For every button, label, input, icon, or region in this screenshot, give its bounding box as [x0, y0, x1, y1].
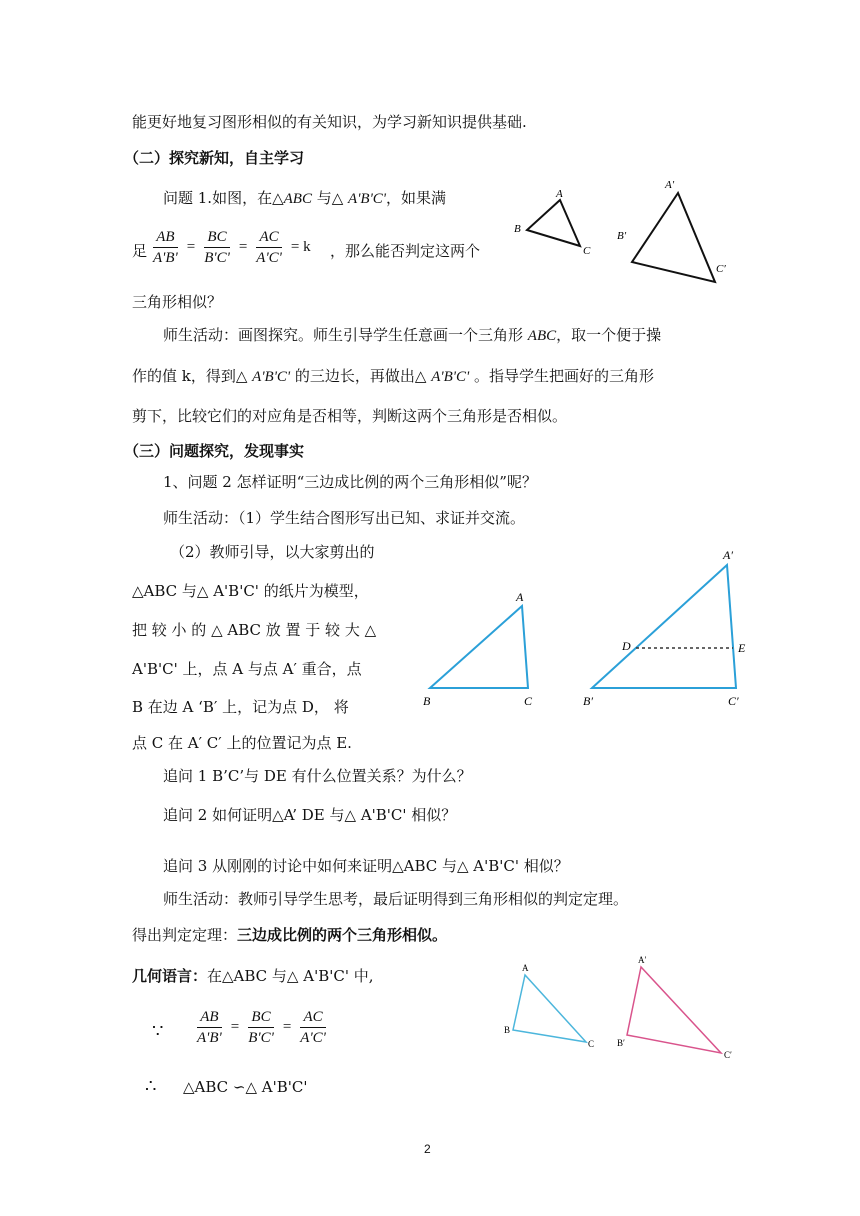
guide-line-2: △ABC 与△ A'B'C' 的纸片为模型， — [132, 582, 369, 600]
label-a-prime-pink: A′ — [638, 955, 647, 965]
label-a-prime: A′ — [665, 179, 675, 191]
geometry-language-line: 几何语言：在△ABC 与△ A'B'C' 中, — [132, 967, 374, 985]
section-heading-2: （二）探究新知，自主学习 — [124, 149, 305, 167]
intro-line: 能更好地复习图形相似的有关知识，为学习新知识提供基础. — [132, 113, 527, 131]
guide-line-5: B 在边 A ‘B′ 上，记为点 D， 将 — [132, 698, 349, 716]
problem-1-line: 问题 1.如图，在△ABC 与△ A'B'C'，如果满 — [163, 189, 447, 207]
activity-2b: 师生活动：教师引导学生思考，最后证明得到三角形相似的判定定理。 — [163, 890, 629, 908]
triangle-a2b2c2-pink — [627, 967, 721, 1053]
figure-triangles-black — [505, 178, 755, 278]
label-b-prime-pink: B′ — [617, 1038, 625, 1048]
activity-2a: 师生活动：（1）学生结合图形写出已知、求证并交流。 — [163, 509, 526, 527]
label-c-prime-blue: C′ — [728, 694, 739, 708]
label-b-blue: B — [423, 694, 431, 708]
because-symbol: ∵ — [152, 1021, 164, 1042]
activity-line-1: 师生活动：画图探究。师生引导学生任意画一个三角形 ABC，取一个便于操 — [163, 326, 662, 344]
triangle-abc-cyan — [513, 975, 586, 1042]
follow-up-1: 追问 1 B’C’与 DE 有什么位置关系？为什么？ — [163, 767, 472, 785]
ratio-equation-1: $\frac{AB}{A'B'}$ = $\frac{BC}{B'C'}$ = $\frac{AC}{A'C'}$ = k — [153, 229, 311, 266]
triangle-a2b2c2 — [632, 193, 715, 282]
label-a-prime-blue: A′ — [723, 548, 733, 562]
label-d: D — [622, 639, 631, 653]
label-b-prime: B′ — [617, 230, 627, 242]
label-e: E — [738, 641, 746, 655]
guide-line-1: （2）教师引导，以大家剪出的 — [170, 543, 375, 561]
figure-triangles-colored — [500, 950, 760, 1065]
follow-up-3: 追问 3 从刚刚的讨论中如何来证明△ABC 与△ A'B'C' 相似？ — [163, 857, 569, 875]
section-heading-3: （三）问题探究，发现事实 — [124, 442, 305, 460]
question-2: 1、问题 2 怎样证明“三边成比例的两个三角形相似”呢？ — [163, 473, 537, 491]
page-number: 2 — [424, 1142, 431, 1156]
problem-1-suffix: ，那么能否判定这两个 — [330, 242, 481, 260]
triangle-abc — [527, 200, 580, 246]
label-c-prime-pink: C′ — [724, 1050, 732, 1060]
label-a: A — [556, 188, 563, 200]
label-c-prime: C′ — [716, 263, 726, 275]
guide-line-3: 把 较 小 的 △ ABC 放 置 于 较 大 △ — [132, 621, 377, 639]
activity-line-2: 作的值 k，得到△ A'B'C' 的三边长，再做出△ A'B'C' 。指导学生把画好的三角形 — [132, 367, 654, 385]
theorem-line: 得出判定定理：三边成比例的两个三角形相似。 — [132, 926, 448, 944]
label-c-cyan: C — [588, 1039, 595, 1049]
activity-line-3: 剪下，比较它们的对应角是否相等，判断这两个三角形是否相似。 — [132, 407, 568, 425]
guide-line-4: A'B'C' 上，点 A 与点 A′ 重合，点 — [132, 660, 362, 678]
ratio-equation-2: $\frac{AB}{A'B'}$ = $\frac{BC}{B'C'}$ = $\frac{AC}{A'C'}$ — [197, 1009, 326, 1046]
label-b: B — [514, 223, 521, 235]
problem-1-prefix: 足 — [132, 242, 148, 260]
triangle-a2b2c2-blue — [592, 565, 736, 688]
label-b-cyan: B — [504, 1025, 511, 1035]
triangle-abc-blue — [430, 606, 528, 688]
label-c-blue: C — [524, 694, 533, 708]
label-c: C — [583, 245, 591, 257]
label-b-prime-blue: B′ — [583, 694, 593, 708]
label-a-cyan: A — [522, 963, 529, 973]
problem-1-end: 三角形相似？ — [132, 293, 223, 311]
guide-line-6: 点 C 在 A′ C′ 上的位置记为点 E. — [132, 734, 352, 752]
therefore-symbol: ∴ — [145, 1076, 157, 1097]
follow-up-2: 追问 2 如何证明△A’ DE 与△ A'B'C' 相似？ — [163, 806, 457, 824]
label-a-blue: A — [516, 590, 524, 604]
figure-triangles-blue — [420, 545, 760, 715]
conclusion: △ABC ∽△ A'B'C' — [183, 1078, 308, 1096]
